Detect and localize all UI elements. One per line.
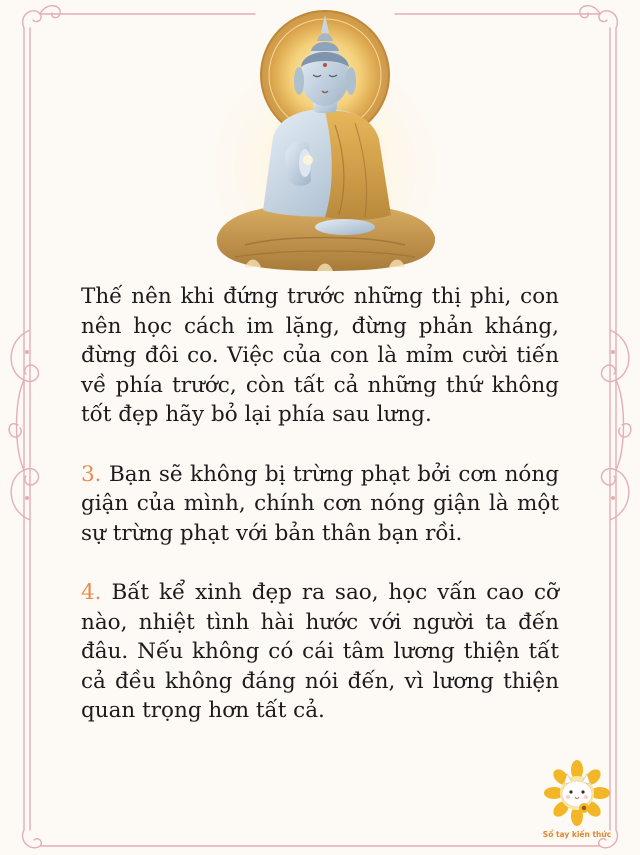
passage-text: Thế nên khi đứng trước những thị phi, con nên học cách im lặng, đừng phản kháng, đừng đôi co. Việc của con là mỉm cười tiến về phía trước, còn tất cả những thứ không tốt đẹp hãy bỏ lại phía sau lưng. <box>81 284 559 428</box>
text-content <box>81 282 559 726</box>
badge-caption: Sổ tay kiến thức <box>542 830 612 839</box>
passage <box>81 460 559 549</box>
passage-text: Bất kể xinh đẹp ra sao, học vấn cao cỡ nào, nhiệt tình hài hước với người ta đến đâu. Nếu không có cái tâm lương thiện tất cả đều không đáng nói đến, vì lương thiện quan trọng hơn tất cả. <box>81 579 559 724</box>
passage-text: Bạn sẽ không bị trừng phạt bởi cơn nóng giận của mình, chính cơn nóng giận là một sự trừng phạt với bản thân bạn rồi. <box>81 461 559 546</box>
passage-number: 4. <box>81 579 102 605</box>
passage-number: 3. <box>81 461 102 487</box>
passage <box>81 282 559 430</box>
seated-buddha-icon <box>205 5 445 277</box>
brand-badge <box>538 760 616 846</box>
sunflower-cat-mascot-icon <box>538 760 616 830</box>
passage <box>81 578 559 726</box>
buddha-illustration <box>205 5 445 277</box>
